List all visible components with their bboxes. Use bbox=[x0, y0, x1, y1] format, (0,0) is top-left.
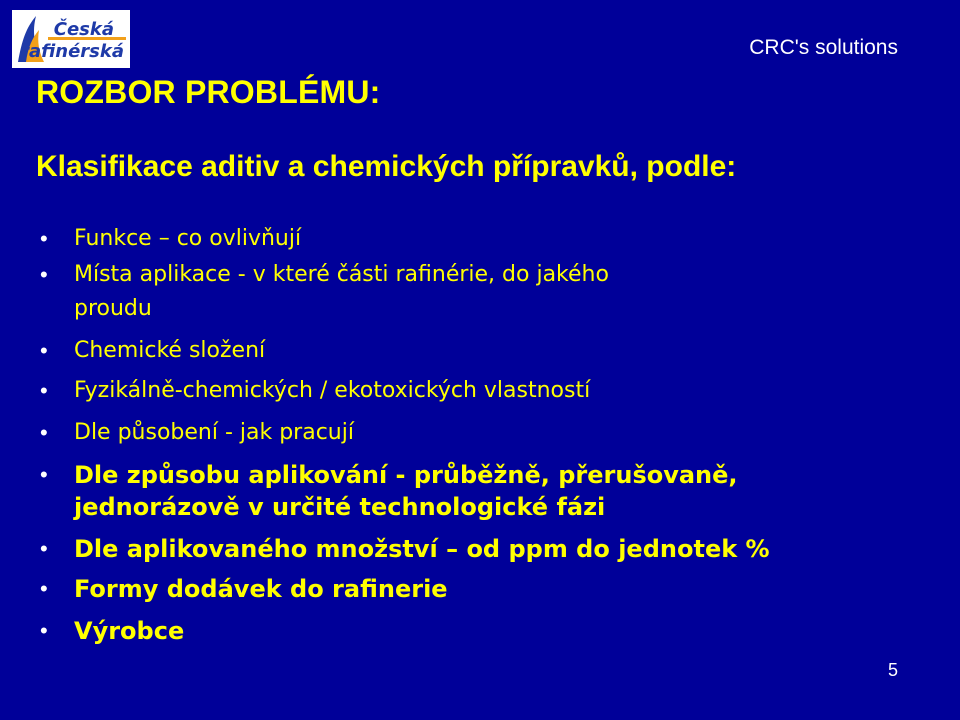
bullet-text-continued: proudu bbox=[74, 296, 152, 321]
slide-subtitle: Klasifikace aditiv a chemických přípravků, podle: bbox=[36, 150, 737, 183]
bullet-text: Dle způsobu aplikování - průběžně, přerušovaně, bbox=[74, 461, 738, 489]
bullet-dot: • bbox=[40, 462, 48, 487]
logo-text-line2: rafinérská bbox=[20, 41, 124, 62]
slide-heading: ROZBOR PROBLÉMU: bbox=[36, 74, 381, 110]
bullet-text: Dle působení - jak pracují bbox=[74, 420, 354, 445]
bullet-dot: • bbox=[40, 262, 48, 287]
bullet-text: Výrobce bbox=[74, 617, 185, 645]
bullet-text: Funkce – co ovlivňují bbox=[74, 226, 302, 251]
bullet-dot: • bbox=[40, 576, 48, 601]
bullet-dot: • bbox=[40, 536, 48, 561]
logo-text-line1: Česká bbox=[53, 19, 114, 40]
bullet-text: Chemické složení bbox=[74, 338, 266, 363]
company-logo bbox=[12, 10, 130, 68]
bullet-text: Místa aplikace - v které části rafinérie, do jakého bbox=[74, 262, 609, 287]
bullet-dot: • bbox=[40, 378, 48, 403]
bullet-text-continued: jednorázově v určité technologické fázi bbox=[74, 493, 606, 521]
header-solutions-label: CRC's solutions bbox=[749, 36, 898, 59]
bullet-dot: • bbox=[40, 338, 48, 363]
bullet-text: Formy dodávek do rafinerie bbox=[74, 575, 448, 603]
page-number: 5 bbox=[887, 660, 898, 680]
bullet-dot: • bbox=[40, 618, 48, 643]
bullet-dot: • bbox=[40, 420, 48, 445]
bullet-text: Fyzikálně-chemických / ekotoxických vlastností bbox=[74, 378, 591, 403]
bullet-dot: • bbox=[40, 226, 48, 251]
bullet-text: Dle aplikovaného množství – od ppm do jednotek % bbox=[74, 535, 770, 563]
